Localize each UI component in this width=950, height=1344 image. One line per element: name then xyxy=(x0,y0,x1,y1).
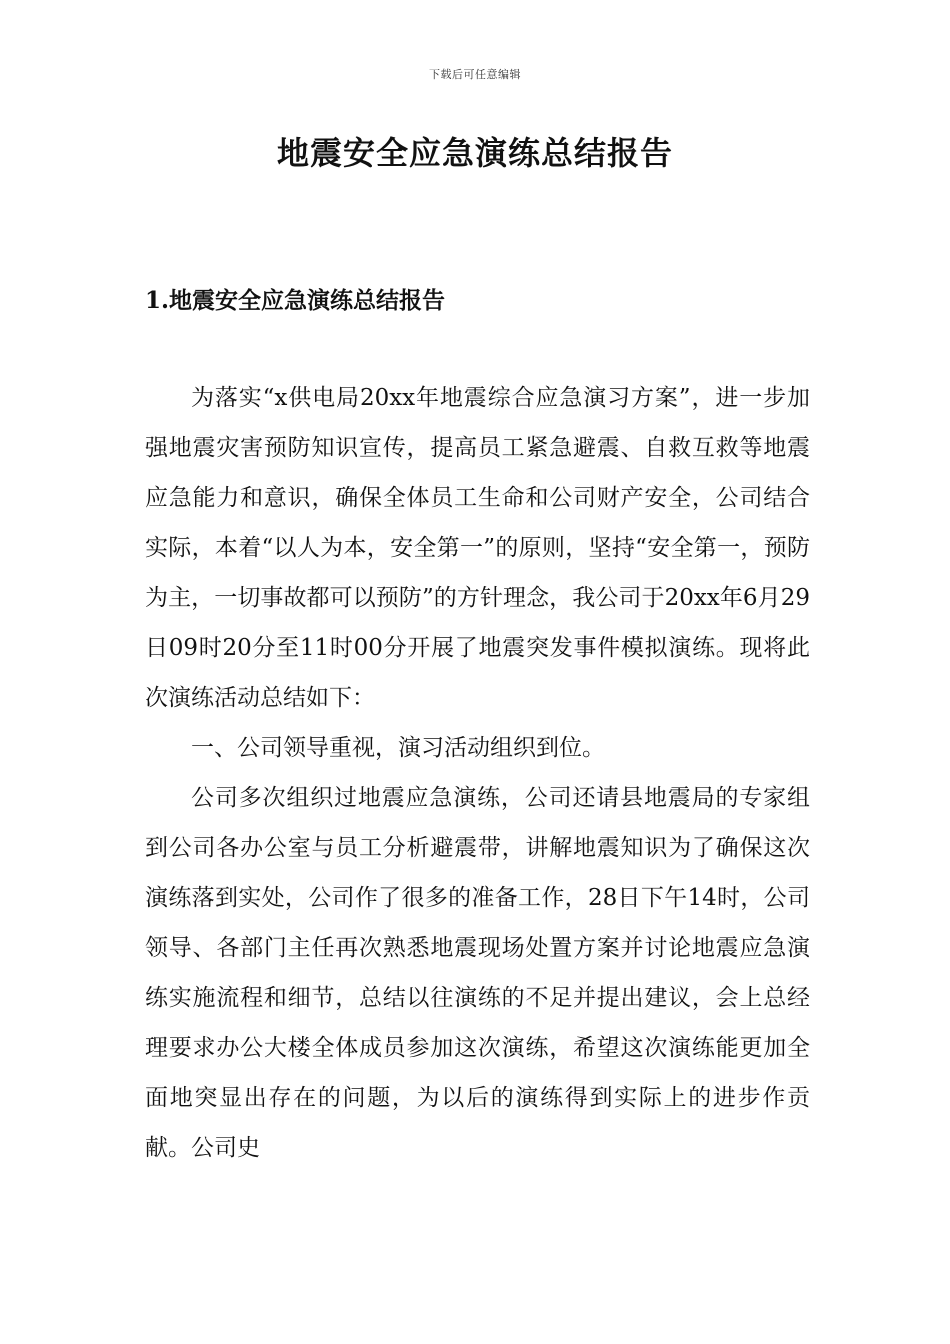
document-body xyxy=(145,373,810,1173)
body-paragraph-intro: 为落实“x供电局20xx年地震综合应急演习方案”，进一步加强地震灾害预防知识宣传，提高员工紧急避震、自救互救等地震应急能力和意识，确保全体员工生命和公司财产安全，公司结合实际，本着“以人为本，安全第一”的原则，坚持“安全第一，预防为主，一切事故都可以预防”的方针理念，我公司于20xx年6月29日09时20分至11时00分开展了地震突发事件模拟演练。现将此次演练活动总结如下： xyxy=(145,385,810,711)
header-note: 下载后可任意编辑 xyxy=(429,68,521,81)
document-title: 地震安全应急演练总结报告 xyxy=(276,134,673,172)
body-paragraph-heading-one: 一、公司领导重视，演习活动组织到位。 xyxy=(191,735,605,761)
section-heading: 1.地震安全应急演练总结报告 xyxy=(145,287,446,314)
body-paragraph-preparation: 公司多次组织过地震应急演练，公司还请县地震局的专家组到公司各办公室与员工分析避震带，讲解地震知识为了确保这次演练落到实处，公司作了很多的准备工作，28日下午14时，公司领导、各部门主任再次熟悉地震现场处置方案并讨论地震应急演练实施流程和细节，总结以往演练的不足并提出建议，会上总经理要求办公大楼全体成员参加这次演练，希望这次演练能更加全面地突显出存在的问题，为以后的演练得到实际上的进步作贡献。公司史 xyxy=(145,785,810,1161)
